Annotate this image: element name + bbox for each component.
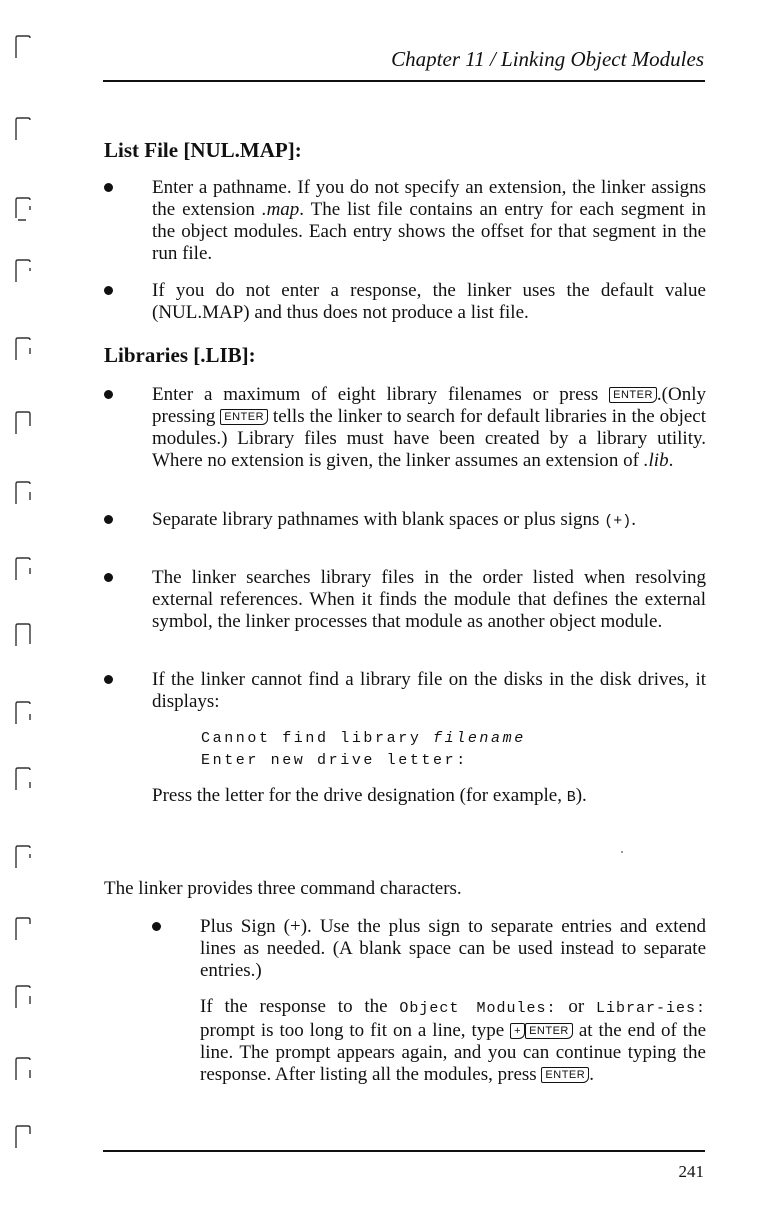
margin-mark-icon [12, 196, 34, 222]
margin-mark-icon [12, 410, 34, 436]
margin-mark-icon [12, 984, 34, 1010]
margin-mark-icon [12, 1056, 34, 1082]
enter-key-icon: ENTER [525, 1023, 573, 1039]
bullet-icon [104, 286, 113, 295]
margin-mark-icon [12, 480, 34, 506]
bullet-icon [104, 390, 113, 399]
list-file-bullet-text: Enter a pathname. If you do not specify an extension, the linker assigns the extension .map. The list file contains an entry for each segment in the object modules. Each entry shows the offset for that segment in the run file. [152, 177, 706, 264]
list-file-bullet-text: If you do not enter a response, the linker uses the default value (NUL.MAP) and thus does not produce a list file. [152, 280, 706, 323]
libraries-bullet-text: Enter a maximum of eight library filenames or press ENTER .(Only pressing ENTER tells the linker to search for default libraries in the object modules.) Library files must have been created by a library utility. Where no extension is given, the linker assumes an extension of .lib. [152, 384, 706, 471]
bullet-icon [104, 675, 113, 684]
libraries-bullet-text: The linker searches library files in the order listed when resolving external references. When it finds the module that defines the external symbol, the linker processes that module as another object module. [152, 567, 706, 632]
margin-mark-icon [12, 34, 34, 60]
command-characters-intro: The linker provides three command characters. [104, 878, 462, 899]
page-number: 241 [678, 1162, 704, 1181]
margin-mark-icon [12, 844, 34, 870]
section-title-list-file: List File [NUL.MAP]: [104, 138, 302, 162]
code-output-line: Enter new drive letter: [201, 752, 468, 769]
margin-mark-icon [12, 258, 34, 284]
plus-sign-bullet-text: Plus Sign (+). Use the plus sign to separate entries and extend lines as needed. (A blank space can be used instead to separate entries.) [200, 916, 706, 981]
press-letter-text: Press the letter for the drive designation (for example, B). [152, 785, 587, 806]
enter-key-icon: ENTER [609, 387, 657, 403]
running-head: Chapter 11 / Linking Object Modules [391, 47, 704, 71]
enter-key-icon: ENTER [220, 409, 268, 425]
margin-mark-icon [12, 116, 34, 142]
section-title-libraries: Libraries [.LIB]: [104, 343, 256, 367]
margin-mark-icon [12, 556, 34, 582]
code-output-line: Cannot find library filename [201, 730, 526, 747]
bullet-icon [104, 573, 113, 582]
continuation-paragraph: If the response to the Object Modules: or Librar-ies: prompt is too long to fit on a line, type + ENTER at the end of the line. The prompt appears again, and you can continue typing the response. After listing all the modules, press ENTER . [200, 996, 707, 1085]
bullet-icon [104, 183, 113, 192]
plus-key-icon: + [510, 1023, 525, 1039]
margin-mark-icon [12, 336, 34, 362]
margin-mark-icon [12, 766, 34, 792]
margin-mark-icon [12, 1124, 34, 1150]
libraries-bullet-text: Separate library pathnames with blank spaces or plus signs (+). [152, 509, 636, 530]
libraries-bullet-text: If the linker cannot find a library file on the disks in the disk drives, it displays: [152, 669, 706, 712]
footer-rule [103, 1150, 705, 1152]
enter-key-icon: ENTER [541, 1067, 589, 1083]
bullet-icon [152, 922, 161, 931]
margin-mark-icon [12, 700, 34, 726]
bullet-icon [104, 515, 113, 524]
margin-mark-icon [12, 622, 34, 648]
margin-mark-icon [12, 916, 34, 942]
scan-speck [621, 851, 623, 853]
header-rule [103, 80, 705, 82]
